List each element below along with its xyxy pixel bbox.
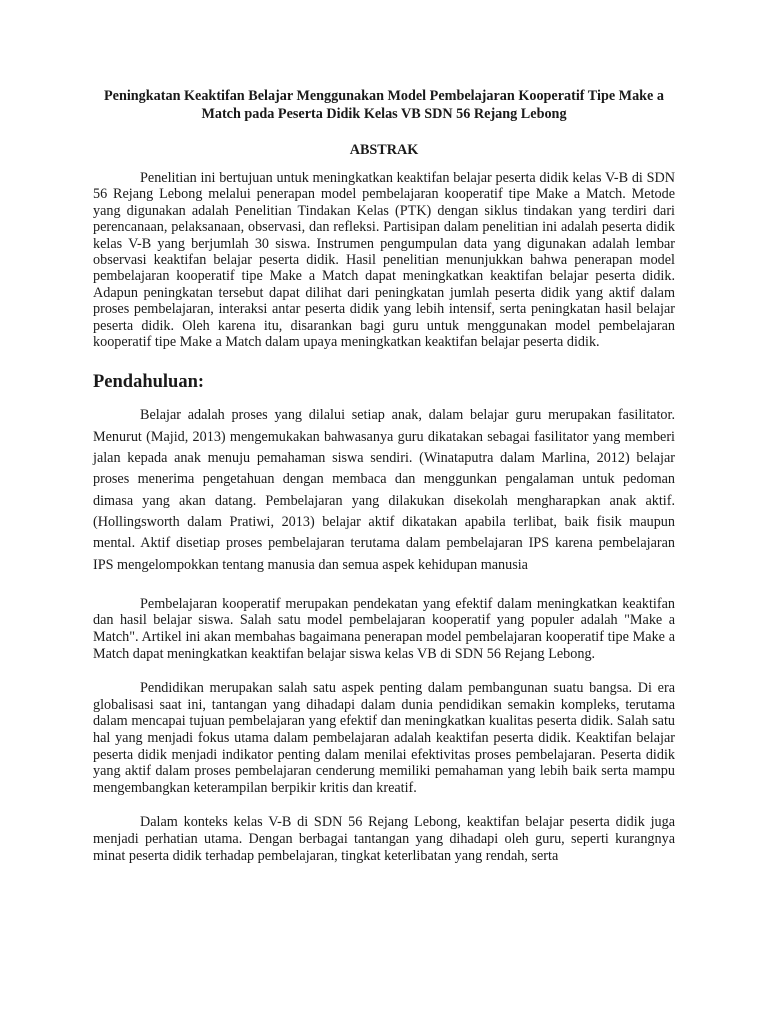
intro-paragraph-3: Pendidikan merupakan salah satu aspek penting dalam pembangunan suatu bangsa. Di era globalisasi saat ini, tantangan yang dihadapi dalam dunia pendidikan semakin kompleks, terutama dalam mencapai tujuan pembelajaran yang efektif dan meningkatkan kualitas peserta didik. Salah satu hal yang menjadi fokus utama dalam pembelajaran adalah keaktifan peserta didik. Keaktifan belajar peserta didik menjadi indikator penting dalam menilai efektivitas proses pembelajaran. Peserta didik yang aktif dalam proses pembelajaran cenderung memiliki pemahaman yang lebih baik serta mampu mengembangkan keterampilan berpikir kritis dan kreatif.: [93, 680, 675, 796]
document-page: [93, 88, 675, 882]
section-heading-introduction: Pendahuluan:: [93, 372, 205, 393]
intro-paragraph-2: Pembelajaran kooperatif merupakan pendekatan yang efektif dalam meningkatkan keaktifan dan hasil belajar siswa. Salah satu model pembelajaran kooperatif yang populer adalah "Make a Match". Artikel ini akan membahas bagaimana penerapan model pembelajaran kooperatif tipe Make a Match dapat meningkatkan keaktifan belajar siswa kelas VB di SDN 56 Rejang Lebong.: [93, 595, 675, 662]
intro-paragraph-1: Belajar adalah proses yang dilalui setiap anak, dalam belajar guru merupakan fasilitator. Menurut (Majid, 2013) mengemukakan bahwasanya guru dikatakan sebagai fasilitator yang memberi jalan kepada anak menuju pemahaman siswa sendiri. (Winataputra dalam Marlina, 2012) belajar proses menerima pengetahuan dengan membaca dan menggunkan pengalaman untuk pedoman dimasa yang akan datang. Pembelajaran yang dilakukan disekolah mengharapkan anak aktif. (Hollingsworth dalam Pratiwi, 2013) belajar aktif dikatakan apabila terlibat, baik fisik maupun mental. Aktif disetiap proses pembelajaran terutama dalam pembelajaran IPS karena pembelajaran IPS mengelompokkan tentang manusia dan semua aspek kehidupan manusia: [93, 407, 675, 573]
intro-paragraph-4: Dalam konteks kelas V-B di SDN 56 Rejang Lebong, keaktifan belajar peserta didik juga menjadi perhatian utama. Dengan berbagai tantangan yang dihadapi oleh guru, seperti kurangnya minat peserta didik terhadap pembelajaran, tingkat keterlibatan yang rendah, serta: [93, 814, 675, 864]
abstract-heading: ABSTRAK: [349, 142, 419, 158]
abstract-text: Penelitian ini bertujuan untuk meningkatkan keaktifan belajar peserta didik kelas V-B di SDN 56 Rejang Lebong melalui penerapan model pembelajaran kooperatif tipe Make a Match. Metode yang digunakan adalah Penelitian Tindakan Kelas (PTK) dengan siklus tindakan yang terdiri dari perencanaan, pelaksanaan, observasi, dan refleksi. Partisipan dalam penelitian ini adalah peserta didik kelas V-B yang berjumlah 30 siswa. Instrumen pengumpulan data yang digunakan adalah lembar observasi keaktifan belajar peserta didik. Hasil penelitian menunjukkan bahwa penerapan model pembelajaran kooperatif tipe Make a Match dapat meningkatkan keaktifan belajar peserta didik. Adapun peningkatan tersebut dapat dilihat dari peningkatan jumlah peserta didik yang aktif dalam proses pembelajaran, interaksi antar peserta didik yang lebih intensif, serta peningkatan hasil belajar peserta didik. Oleh karena itu, disarankan bagi guru untuk menggunakan model pembelajaran kooperatif tipe Make a Match dalam upaya meningkatkan keaktifan belajar peserta didik.: [93, 170, 675, 351]
document-title: Peningkatan Keaktifan Belajar Menggunakan Model Pembelajaran Kooperatif Tipe Make a Match pada Peserta Didik Kelas VB SDN 56 Rejang Lebong: [103, 88, 664, 122]
